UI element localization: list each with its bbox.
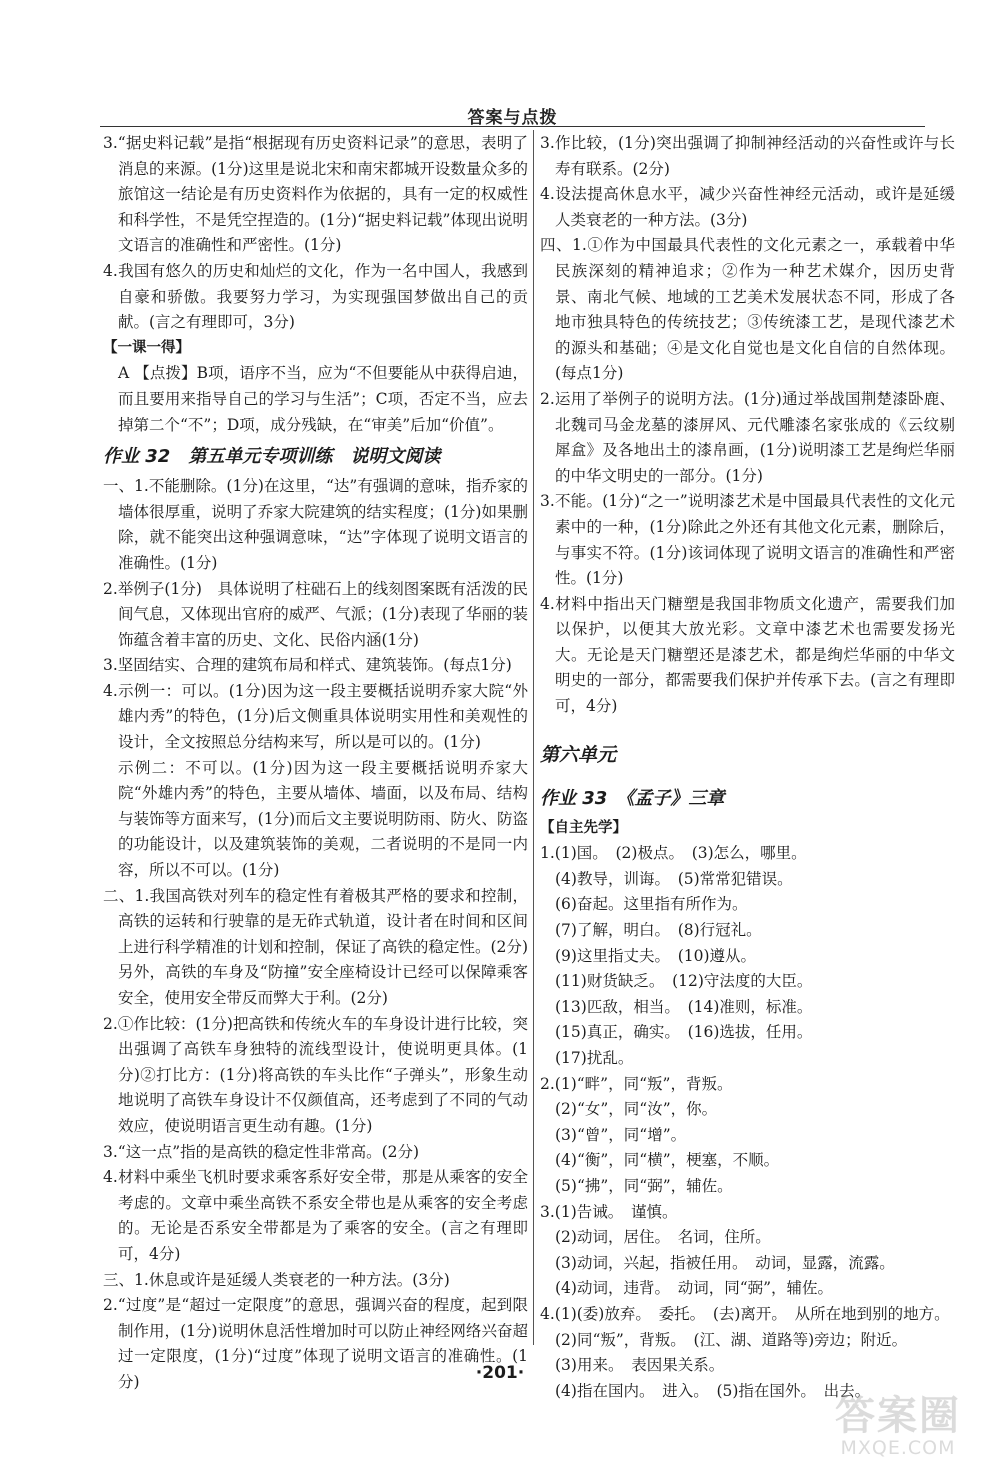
answer-1: 四、1.①作为中国最具代表性的文化元素之一，承载着中华民族深刻的精神追求；②作为一种艺术媒介，因历史背景、南北气候、地域的工艺美术发展状态不同，形成了各地市独具特色的传统技艺；③传统漆工艺，是现代漆艺术的源头和基础；④是文化自觉也是文化自信的自然体现。(每点1分) <box>540 236 955 383</box>
column-divider <box>533 130 534 1345</box>
answer-line: (2)“女”，同“汝”，你。 <box>555 1100 718 1119</box>
answer-line: (2)动词，居住。 名词，住所。 <box>555 1228 771 1247</box>
watermark-logo <box>808 1395 988 1465</box>
answer-line: (5)“拂”，同“弼”，辅佐。 <box>555 1176 733 1195</box>
page-number: ·201· <box>475 1363 525 1383</box>
watermark-text: 答案圈 <box>835 1393 961 1439</box>
answer-line: (9)这里指丈夫。 (10)遵从。 <box>555 946 757 965</box>
right-column <box>540 131 955 1404</box>
answer-2: 2.“过度”是“超过一定限度”的意思，强调兴奋的程度，起到限制作用，(1分)说明休息活性增加时可以防止神经网络兴奋超过一定限度，(1分)“过度”体现了说明文语言的准确性。(1分) <box>103 1296 528 1391</box>
page-header: 答案与点拨 <box>467 108 558 128</box>
answer-line: (6)奋起。这里指有所作为。 <box>555 895 748 914</box>
assignment-title: 作业 33 《孟子》三章 <box>540 787 725 809</box>
answer-4: 4.设法提高休息水平，减少兴奋性神经元活动，或许是延缓人类衰老的一种方法。(3分) <box>540 185 955 229</box>
answer-line: (4)教导，训诲。 (5)常常犯错误。 <box>555 869 793 888</box>
answer-2: 2.举例子(1分) 具体说明了柱础石上的线刻图案既有活泼的民间气息，又体现出官府的威严、气派；(1分)表现了华丽的装饰蕴含着丰富的历史、文化、民俗内涵(1分) <box>103 579 528 649</box>
answer-3: 3.“这一点”指的是高铁的稳定性非常高。(2分) <box>103 1142 420 1161</box>
section-heading: 【自主先学】 <box>540 819 627 836</box>
answer-line: (11)财货缺乏。 (12)守法度的大臣。 <box>555 972 813 991</box>
answer-line: 1.(1)国。 (2)极点。 (3)怎么，哪里。 <box>540 844 807 863</box>
answer-line: (3)用来。 表因果关系。 <box>555 1356 725 1375</box>
answer-line: 3.(1)告诫。 谨慎。 <box>540 1202 678 1221</box>
answer-block: A 【点拨】B项，语序不当，应为“不但要能从中获得启迪，而且要用来指导自己的学习与生活”；C项，否定不当，应去掉第二个“不”；D项，成分残缺，在“审美”后加“价值”。 <box>118 364 528 434</box>
answer-1: 三、1.休息或许是延缓人类衰老的一种方法。(3分) <box>103 1270 450 1289</box>
answer-4-example-2: 示例二：不可以。(1分)因为这一段主要概括说明乔家大院“外雄内秀”的特色，主要从墙体、墙面，以及布局、结构与装饰等方面来写，(1分)而后文主要说明防雨、防火、防盗的功能设计，以及建筑装饰的美观，二者说明的不是同一内容，所以不可以。(1分) <box>118 758 528 880</box>
answer-3: 3.不能。(1分)“之一”说明漆艺术是中国最具代表性的文化元素中的一种，(1分)除此之外还有其他文化元素，删除后，与事实不符。(1分)该词体现了说明文语言的准确性和严密性。(1分) <box>540 492 955 588</box>
answer-line: 4.(1)(委)放弃。 委托。 (去)离开。 从所在地到别的地方。 <box>540 1304 950 1323</box>
answer-4: 4.我国有悠久的历史和灿烂的文化，作为一名中国人，我感到自豪和骄傲。我要努力学习，为实现强国梦做出自己的贡献。(言之有理即可，3分) <box>103 261 528 332</box>
answer-3: 3.“据史料记载”是指“根据现有历史资料记录”的意思，表明了消息的来源。(1分)这里是说北宋和南宋都城开设数量众多的旅馆这一结论是有历史资料作为依据的，具有一定的权威性和科学性，不是凭空捏造的。(1分)“据史料记载”体现出说明文语言的准确性和严密性。(1分) <box>103 134 528 255</box>
assignment-title: 作业 32 第五单元专项训练 说明文阅读 <box>103 446 441 468</box>
answer-line: (13)匹敌，相当。 (14)准则，标准。 <box>555 997 813 1016</box>
answer-1: 二、1.我国高铁对列车的稳定性有着极其严格的要求和控制，高铁的运转和行驶靠的是无砟式轨道，设计者在时间和区间上进行科学精准的计划和控制，保证了高铁的稳定性。(2分)另外，高铁的车身及“防撞”安全座椅设计已经可以保障乘客安全，使用安全带反而弊大于利。(2分) <box>103 886 528 1007</box>
answer-4: 4.材料中乘坐飞机时要求乘客系好安全带，那是从乘客的安全考虑的。文章中乘坐高铁不系安全带也是从乘客的安全考虑的。无论是否系安全带都是为了乘客的安全。(言之有理即可，4分) <box>103 1168 528 1263</box>
answer-3: 3.作比较，(1分)突出强调了抑制神经活动的兴奋性或许与长寿有联系。(2分) <box>540 134 955 178</box>
answer-line: (3)“曾”，同“增”。 <box>555 1125 687 1144</box>
section-heading: 【一课一得】 <box>103 339 190 356</box>
answer-line: 2.(1)“畔”，同“叛”，背叛。 <box>540 1074 733 1093</box>
answer-line: (2)同“叛”，背叛。 (江、湖、道路等)旁边；附近。 <box>555 1330 908 1349</box>
answer-2: 2.①作比较：(1分)把高铁和传统火车的车身设计进行比较，突出强调了高铁车身独特的流线型设计，使说明更具体。(1分)②打比方：(1分)将高铁的车头比作“子弹头”，形象生动地说明了高铁车身设计不仅颜值高，还考虑到了不同的气动效应，使说明语言更生动有趣。(1分) <box>103 1014 528 1135</box>
answer-line: (3)动词，兴起，指被任用。 动词，显露，流露。 <box>555 1253 895 1272</box>
watermark-site: MXQE.COM <box>840 1437 956 1459</box>
answer-2: 2.运用了举例子的说明方法。(1分)通过举战国荆楚漆卧鹿、北魏司马金龙墓的漆屏风、元代雕漆名家张成的《云纹剔犀盒》及各地出土的漆帛画，(1分)说明漆工艺是绚烂华丽的中华文明史的一部分。(1分) <box>540 389 955 485</box>
left-column <box>103 131 528 1396</box>
answer-line: (4)动词，违背。 动词，同“弼”，辅佐。 <box>555 1279 834 1298</box>
answer-4: 4.材料中指出天门糖塑是我国非物质文化遗产，需要我们加以保护，以便其大放光彩。文章中漆艺术也需要发扬光大。无论是天门糖塑还是漆艺术，都是绚烂华丽的中华文明史的一部分，都需要我们保护并传承下去。(言之有理即可，4分) <box>540 594 955 716</box>
answer-line: (15)真正，确实。 (16)选拔，任用。 <box>555 1023 813 1042</box>
header-rule <box>100 126 925 127</box>
answer-4: 4.示例一：可以。(1分)因为这一段主要概括说明乔家大院“外雄内秀”的特色，(1分)后文侧重具体说明实用性和美观性的设计，全文按照总分结构来写，所以是可以的。(1分) <box>103 681 528 752</box>
unit-title: 第六单元 <box>540 743 617 766</box>
answer-line: (17)扰乱。 <box>555 1049 634 1067</box>
answer-3: 3.坚固结实、合理的建筑布局和样式、建筑装饰。(每点1分) <box>103 656 512 675</box>
answer-1: 一、1.不能删除。(1分)在这里，“达”有强调的意味，指乔家的墙体很厚重，说明了乔家大院建筑的结实程度；(1分)如果删除，就不能突出这种强调意味，“达”字体现了说明文语言的准确性。(1分) <box>103 477 528 572</box>
answer-line: (7)了解，明白。 (8)行冠礼。 <box>555 921 762 940</box>
answer-line: (4)指在国内。 进入。 (5)指在国外。 出去。 <box>555 1381 871 1400</box>
answer-line: (4)“衡”，同“横”，梗塞，不顺。 <box>555 1151 780 1170</box>
